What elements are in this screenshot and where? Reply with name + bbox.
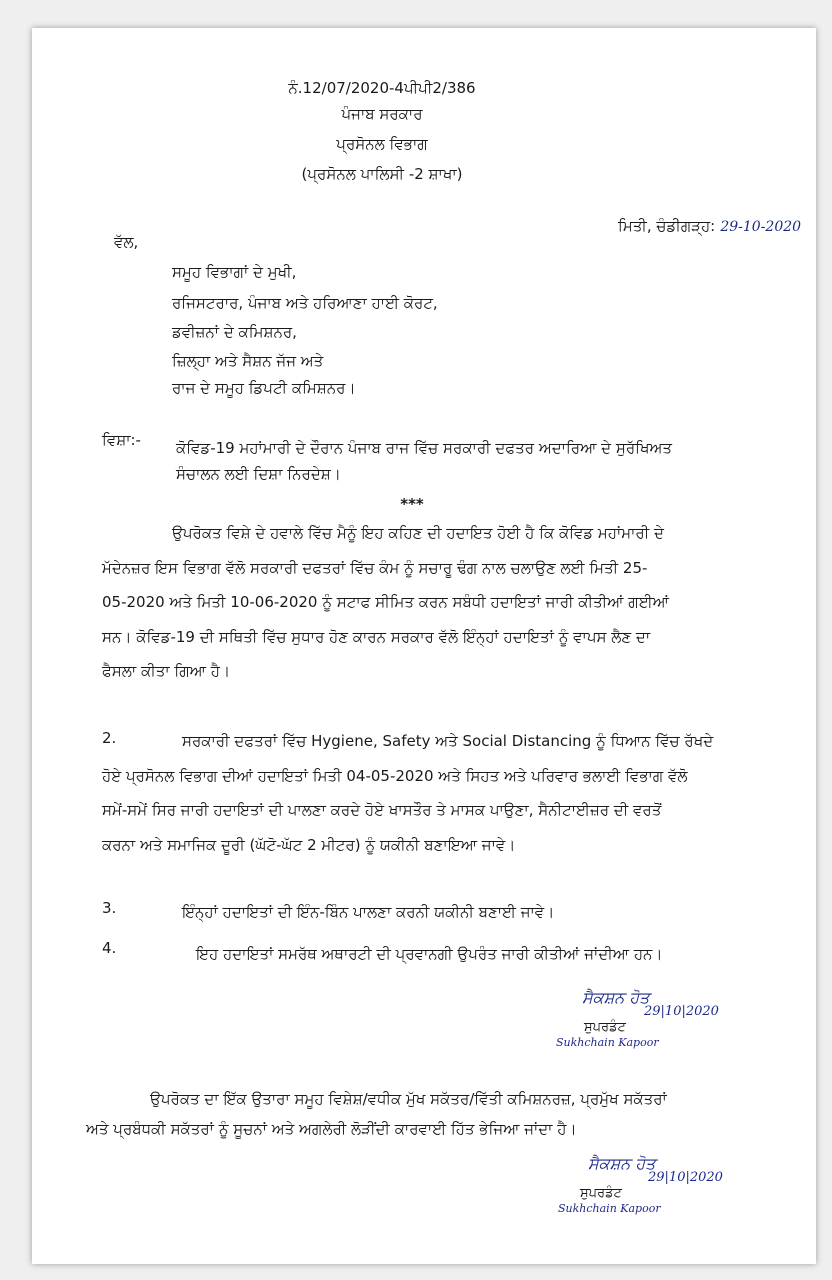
paragraph-4-text: ਇਹ ਹਦਾਇਤਾਂ ਸਮਰੱਥ ਅਥਾਰਟੀ ਦੀ ਪ੍ਰਵਾਨਗੀ ਉਪਰੰਤ ਜਾਰੀ ਕੀਤੀਆਂ ਜਾਂਦੀਆ ਹਨ। xyxy=(196,945,663,963)
signature-name: Sukhchain Kapoor xyxy=(558,1202,661,1215)
subject-line: ਸੰਚਾਲਨ ਲਈ ਦਿਸ਼ਾ ਨਿਰਦੇਸ਼। xyxy=(176,465,341,483)
signature-date: 29|10|2020 xyxy=(644,1004,719,1019)
copy-note xyxy=(86,1084,667,1144)
date-line xyxy=(618,216,801,236)
paragraph-line: ਹੋਏ ਪ੍ਰਸੋਨਲ ਵਿਭਾਗ ਦੀਆਂ ਹਦਾਇਤਾਂ ਮਿਤੀ 04-05-2020 ਅਤੇ ਸਿਹਤ ਅਤੇ ਪਰਿਵਾਰ ਭਲਾਈ ਵਿਭਾਗ ਵੱਲੋ xyxy=(102,766,688,785)
copy-note-line: ਅਤੇ ਪ੍ਰਬੰਧਕੀ ਸਕੱਤਰਾਂ ਨੂੰ ਸੂਚਨਾਂ ਅਤੇ ਅਗਲੇਰੀ ਲੋੜੀਂਦੀ ਕਾਰਵਾਈ ਹਿੱਤ ਭੇਜਿਆ ਜਾਂਦਾ ਹੈ। xyxy=(86,1120,577,1138)
handwritten-signature: ਸੈਕਸ਼ਨ ਹੋਤ xyxy=(582,988,650,1007)
date-label: ਮਿਤੀ, ਚੰਡੀਗੜ੍ਹ: xyxy=(618,217,716,235)
paragraph-1 xyxy=(102,516,669,689)
signature-title: ਸੁਪਰਡੰਟ xyxy=(584,1020,626,1035)
paragraph-line: ਸਰਕਾਰੀ ਦਫਤਰਾਂ ਵਿੱਚ Hygiene, Safety ਅਤੇ Social Distancing ਨੂੰ ਧਿਆਨ ਵਿੱਚ ਰੱਖਦੇ xyxy=(182,732,714,750)
separator: *** xyxy=(400,495,424,513)
paragraph-3-text: ਇੰਨ੍ਹਾਂ ਹਦਾਇਤਾਂ ਦੀ ਇੰਨ-ਬਿੰਨ ਪਾਲਣਾ ਕਰਨੀ ਯਕੀਨੀ ਬਣਾਈ ਜਾਵੇ। xyxy=(182,903,555,921)
paragraph-line: ਸਮੇਂ-ਸਮੇਂ ਸਿਰ ਜਾਰੀ ਹਦਾਇਤਾਂ ਦੀ ਪਾਲਣਾ ਕਰਦੇ ਹੋਏ ਖਾਸਤੌਰ ਤੇ ਮਾਸਕ ਪਾਉਣਾ, ਸੈਨੀਟਾਈਜ਼ਰ ਦੀ ਵਰਤੋਂ xyxy=(102,801,662,819)
recipient-line: ਜ਼ਿਲ੍ਹਾ ਅਤੇ ਸੈਸ਼ਨ ਜੱਜ ਅਤੇ xyxy=(172,352,324,370)
recipient-line: ਡਵੀਜ਼ਨਾਂ ਦੇ ਕਮਿਸ਼ਨਰ, xyxy=(172,323,297,341)
signature-date: 29|10|2020 xyxy=(648,1170,723,1185)
paragraph-number: 2. xyxy=(102,729,117,747)
department-name: ਪ੍ਰਸੋਨਲ ਵਿਭਾਗ xyxy=(336,135,428,153)
signature-title: ਸੁਪਰਡੰਟ xyxy=(580,1186,622,1201)
paragraph-line: ਸਨ। ਕੋਵਿਡ-19 ਦੀ ਸਥਿਤੀ ਵਿੱਚ ਸੁਧਾਰ ਹੋਣ ਕਾਰਨ ਸਰਕਾਰ ਵੱਲੋ ਇੰਨ੍ਹਾਂ ਹਦਾਇਤਾਂ ਨੂੰ ਵਾਪਸ ਲੈਣ ਦਾ xyxy=(102,627,651,646)
paragraph-line: ਉਪਰੋਕਤ ਵਿਸ਼ੇ ਦੇ ਹਵਾਲੇ ਵਿੱਚ ਮੈਨੂੰ ਇਹ ਕਹਿਣ ਦੀ ਹਦਾਇਤ ਹੋਈ ਹੈ ਕਿ ਕੋਵਿਡ ਮਹਾਂਮਾਰੀ ਦੇ xyxy=(172,524,664,542)
reference-number: ਨੰ.12/07/2020-4ਪੀਪੀ2/386 xyxy=(288,79,476,97)
paragraph-line: 05-2020 ਅਤੇ ਮਿਤੀ 10-06-2020 ਨੂੰ ਸਟਾਫ ਸੀਮਿਤ ਕਰਨ ਸਬੰਧੀ ਹਦਾਇਤਾਂ ਜਾਰੀ ਕੀਤੀਆਂ ਗਈਆਂ xyxy=(102,593,670,611)
government-name: ਪੰਜਾਬ ਸਰਕਾਰ xyxy=(341,105,423,123)
recipient-line: ਸਮੂਹ ਵਿਭਾਗਾਂ ਦੇ ਮੁਖੀ, xyxy=(172,263,297,281)
paragraph-line: ਮੱਦੇਨਜ਼ਰ ਇਸ ਵਿਭਾਗ ਵੱਲੋ ਸਰਕਾਰੀ ਦਫਤਰਾਂ ਵਿੱਚ ਕੰਮ ਨੂੰ ਸਚਾਰੂ ਢੰਗ ਨਾਲ ਚਲਾਉਣ ਲਈ ਮਿਤੀ 25- xyxy=(102,558,648,577)
paragraph-2 xyxy=(102,724,713,862)
paragraph-number: 4. xyxy=(102,939,117,957)
recipient-line: ਰਜਿਸਟਰਾਰ, ਪੰਜਾਬ ਅਤੇ ਹਰਿਆਣਾ ਹਾਈ ਕੋਰਟ, xyxy=(172,294,438,312)
signature-name: Sukhchain Kapoor xyxy=(556,1036,659,1049)
copy-note-line: ਉਪਰੋਕਤ ਦਾ ਇੱਕ ਉਤਾਰਾ ਸਮੂਹ ਵਿਸ਼ੇਸ਼/ਵਧੀਕ ਮੁੱਖ ਸਕੱਤਰ/ਵਿੱਤੀ ਕਮਿਸ਼ਨਰਜ਼, ਪ੍ਰਮੁੱਖ ਸਕੱਤਰਾਂ xyxy=(150,1090,667,1108)
signature-block xyxy=(554,1154,754,1224)
paragraph-line: ਕਰਨਾ ਅਤੇ ਸਮਾਜਿਕ ਦੂਰੀ (ਘੱਟੋ-ਘੱਟ 2 ਮੀਟਰ) ਨੂੰ ਯਕੀਨੀ ਬਣਾਇਆ ਜਾਵੇ। xyxy=(102,835,516,854)
handwritten-signature: ਸੈਕਸ਼ਨ ਹੋਤ xyxy=(588,1154,656,1173)
paragraph-number: 3. xyxy=(102,899,117,917)
signature-block xyxy=(552,988,752,1058)
document-page xyxy=(32,28,816,1264)
paragraph-line: ਫੈਸਲਾ ਕੀਤਾ ਗਿਆ ਹੈ। xyxy=(102,662,231,680)
subject-label: ਵਿਸ਼ਾ:- xyxy=(102,431,141,449)
branch-name: (ਪ੍ਰਸੋਨਲ ਪਾਲਿਸੀ -2 ਸ਼ਾਖਾ) xyxy=(301,165,463,183)
to-label: ਵੱਲ, xyxy=(114,233,139,251)
date-value: 29-10-2020 xyxy=(720,219,802,235)
subject-line: ਕੋਵਿਡ-19 ਮਹਾਂਮਾਰੀ ਦੇ ਦੌਰਾਨ ਪੰਜਾਬ ਰਾਜ ਵਿੱਚ ਸਰਕਾਰੀ ਦਫਤਰ ਅਦਾਰਿਆ ਦੇ ਸੁਰੱਖਿਅਤ xyxy=(176,439,672,457)
recipient-line: ਰਾਜ ਦੇ ਸਮੂਹ ਡਿਪਟੀ ਕਮਿਸ਼ਨਰ। xyxy=(172,379,356,397)
